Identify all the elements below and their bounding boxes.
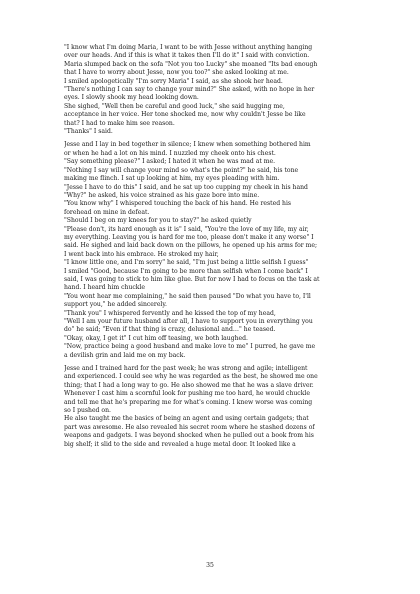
text-line: said. He sighed and laid back down on the pillows, he opened up his arms for me; <box>64 242 318 250</box>
text-line: Whenever I cast him a scornful look for pushing me too hard, he would chuckle <box>64 390 310 398</box>
text-line: and experienced. I could see why he was regarded as the best, he showed me one <box>64 373 318 381</box>
paragraph <box>64 141 356 360</box>
text-line: thing; that I had a long way to go. He also showed me that he was a slave driver. <box>64 381 314 389</box>
text-line: and tell me that he's preparing me for what's coming. I knew worse was coming <box>64 398 313 406</box>
text-line: She sighed, "Well then be careful and good luck," she said hugging me, <box>64 102 285 110</box>
text-line: that? I had to make him see reason. <box>64 119 175 127</box>
text-line: "Nothing I say will change your mind so what's the point?" he said, his tone <box>64 166 299 174</box>
text-line: part was awesome. He also revealed his secret room where he stashed dozens of <box>64 423 315 431</box>
text-line: do" he said; "Even if that thing is crazy, delusional and…" he teased. <box>64 326 276 334</box>
text-line: hand. I heard him chuckle <box>64 284 146 292</box>
text-line: my everything. Leaving you is hard for me too, please don't make it any worse" I <box>64 233 314 241</box>
text-line: a devilish grin and laid me on my back. <box>64 351 186 359</box>
text-line: Jesse and I trained hard for the past week; he was strong and agile; intelligent <box>64 365 308 373</box>
text-line: "Thanks" I said. <box>64 128 113 136</box>
text-line: I went back into his embrace. He stroked my hair, <box>64 250 219 258</box>
text-line: "You know why" I whispered touching the back of his hand. He rested his <box>64 200 292 208</box>
text-line: over our heads. And if this is what it takes then I'll do it" I said with conviction. <box>64 52 310 60</box>
text-line: said, I was going to stick to him like glue. But for now I had to focus on the task at <box>64 275 320 283</box>
text-line: "I know little one, and I'm sorry" he said, "I'm just being a little selfish I guess" <box>64 259 309 267</box>
text-line: "I know what I'm doing Maria, I want to be with Jesse without anything hanging <box>64 44 313 51</box>
paragraph <box>64 365 356 449</box>
page-number: 35 <box>206 562 214 569</box>
text-line: or when he had a lot on his mind. I nuzzled my cheek onto his chest. <box>64 149 276 157</box>
text-line: "Say something please?" I asked; I hated it when he was mad at me. <box>64 158 276 166</box>
text-line: I smiled "Good, because I'm going to be more than selfish when I come back" I <box>64 267 308 275</box>
text-line: making me flinch. I sat up looking at him, my eyes pleading with him. <box>64 175 280 183</box>
text-line: I smiled apologetically "I'm sorry Maria" I said, as she shook her head. <box>64 77 283 85</box>
page-body <box>64 44 356 449</box>
text-line: "You wont hear me complaining," he said then paused "Do what you have to, I'll <box>64 292 311 300</box>
text-line: "Okay, okay, I get it" I cut him off teasing, we both laughed. <box>64 334 248 342</box>
text-line: weapons and gadgets. I was beyond shocked when he pulled out a book from his <box>64 432 314 440</box>
text-line: eyes. I slowly shook my head looking down. <box>64 94 199 102</box>
text-line: He also taught me the basics of being an agent and using certain gadgets; that <box>64 415 309 423</box>
text-line: big shelf; it slid to the side and revealed a huge metal door. It looked like a <box>64 440 296 448</box>
text-line: "Why?" he asked, his voice strained as his gaze bore into mine. <box>64 191 260 199</box>
text-line: so I pushed on. <box>64 407 111 415</box>
text-line: "Now, practice being a good husband and make love to me" I purred, he gave me <box>64 343 316 351</box>
text-line: "There's nothing I can say to change your mind?" She asked, with no hope in her <box>64 86 315 94</box>
text-line: "Should I beg on my knees for you to stay?" he asked quietly <box>64 217 252 225</box>
text-line: forehead on mine in defeat. <box>64 208 150 216</box>
text-line: Maria slumped back on the sofa "Not you too Lucky" she moaned "Its bad enough <box>64 60 318 68</box>
text-line: that I have to worry about Jesse, now you too?" she asked looking at me. <box>64 69 289 77</box>
text-line: "Please don't, its hard enough as it is" I said, "You're the love of my life, my air, <box>64 225 309 233</box>
text-line: support you," he added sincerely. <box>64 301 167 309</box>
text-line: Jesse and I lay in bed together in silence; I knew when something bothered him <box>64 141 311 149</box>
text-line: acceptance in her voice. Her tone shocked me, now why couldn't Jesse be like <box>64 111 306 119</box>
paragraph <box>64 44 356 136</box>
text-line: "Well I am your future husband after all, I have to support you in everything you <box>64 318 313 325</box>
text-line: "Jesse I have to do this" I said, and he sat up too cupping my cheek in his hand <box>64 183 308 191</box>
text-line: "Thank you" I whispered fervently and he kissed the top of my head, <box>64 309 276 317</box>
